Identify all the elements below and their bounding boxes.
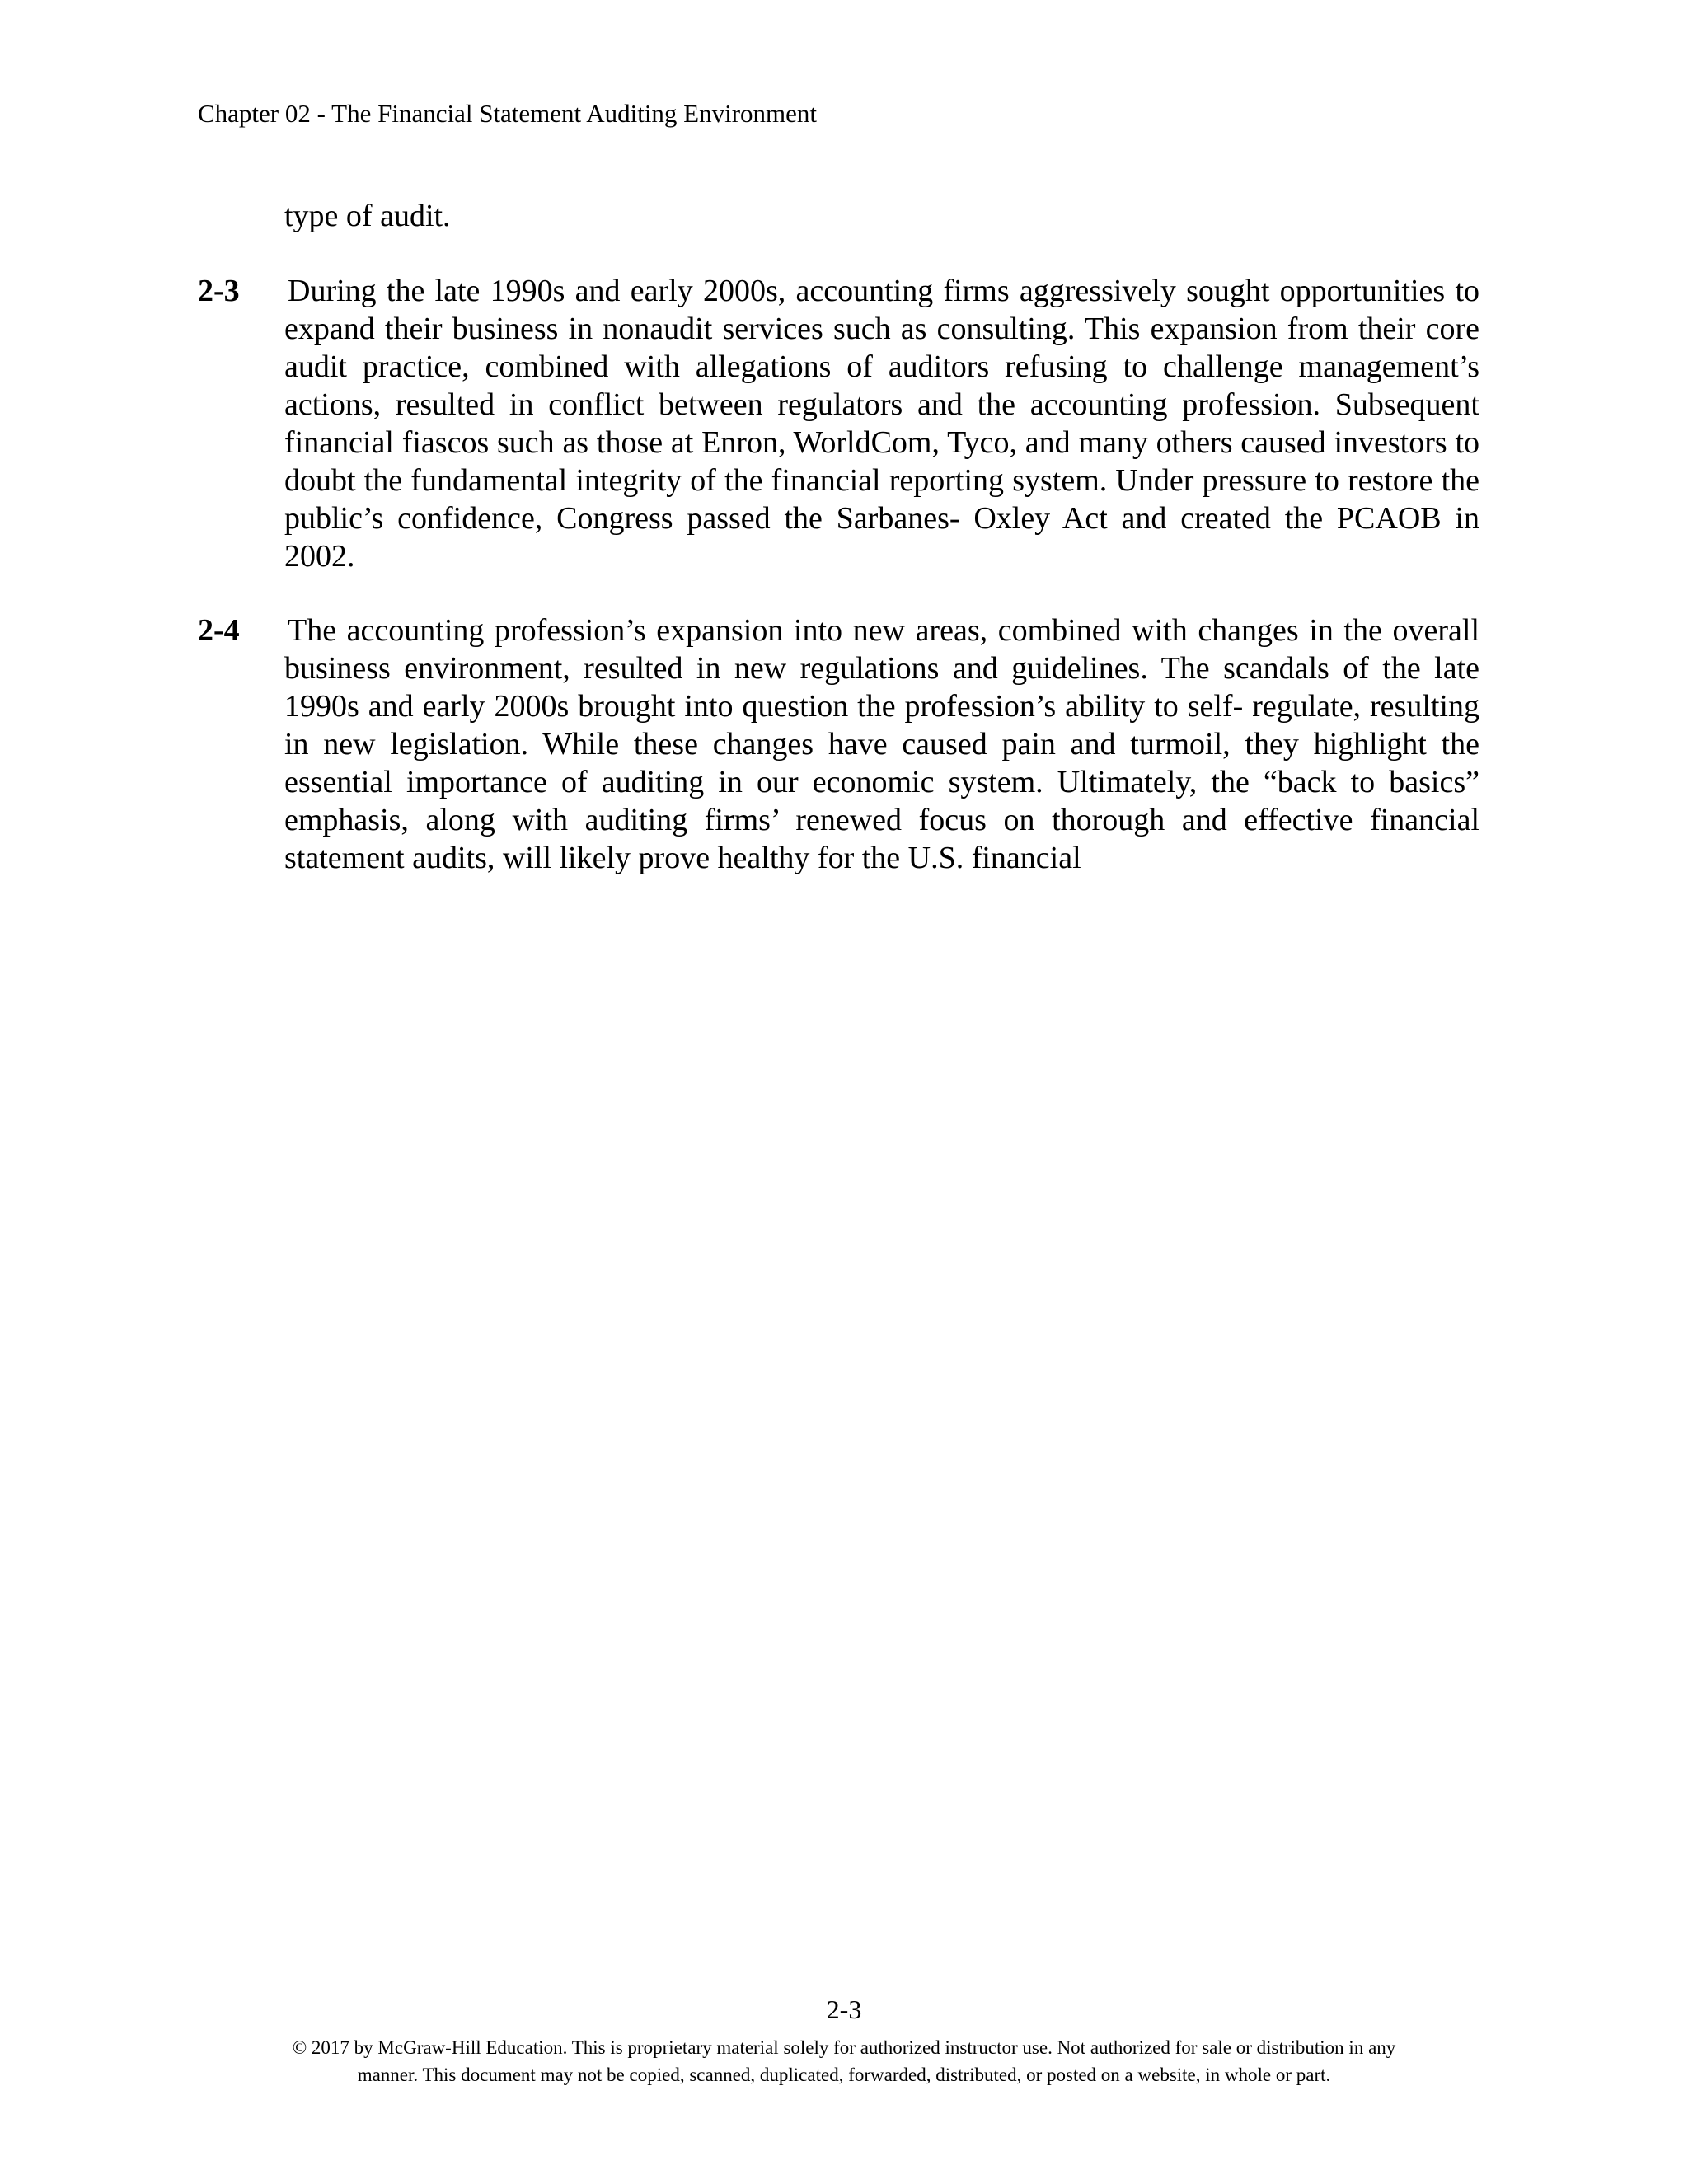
copyright-line: manner. This document may not be copied, scanned, duplicated, forwarded, distributed, or posted on a website, in whole or part.	[357, 2064, 1331, 2085]
answer-text: The accounting profession’s expansion into new areas, combined with changes in the overall business environment, resulted in new regulations and guidelines. The scandals of the late 1990s and early 2000s brought into question the profession’s ability to self- regulate, resulting in new legislation. While these changes have caused pain and turmoil, they highlight the essential importance of auditing in our economic system. Ultimately, the “back to basics” emphasis, along with auditing firms’ renewed focus on thorough and effective financial statement audits, will likely prove healthy for the U.S. financial	[284, 613, 1479, 875]
answer-item	[198, 272, 1479, 575]
answer-item	[198, 612, 1479, 877]
continuation-text: type of audit.	[284, 199, 451, 233]
copyright-line: © 2017 by McGraw-Hill Education. This is proprietary material solely for authorized instructor use. Not authorized for sale or distribution in any	[292, 2037, 1396, 2058]
running-header: Chapter 02 - The Financial Statement Auditing Environment	[198, 99, 818, 128]
page-number: 2-3	[826, 1994, 862, 2024]
answer-number: 2-4	[198, 613, 240, 648]
copyright-notice	[0, 2034, 1688, 2088]
answer-number: 2-3	[198, 274, 240, 308]
answer-text: During the late 1990s and early 2000s, accounting firms aggressively sought opportunities to expand their business in nonaudit services such as consulting. This expansion from their core audit practice, combined with allegations of auditors refusing to challenge management’s actions, resulted in conflict between regulators and the accounting profession. Subsequent financial fiascos such as those at Enron, WorldCom, Tyco, and many others caused investors to doubt the fundamental integrity of the financial reporting system. Under pressure to restore the public’s confidence, Congress passed the Sarbanes- Oxley Act and created the PCAOB in 2002.	[284, 274, 1479, 574]
